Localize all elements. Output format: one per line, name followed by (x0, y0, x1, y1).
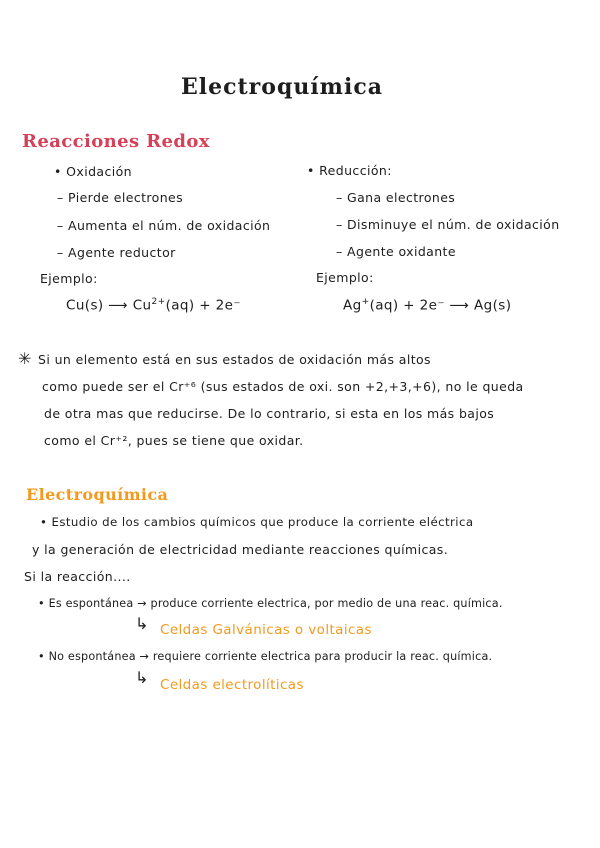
oxidation-example-label: Ejemplo: (40, 271, 98, 286)
oxidation-item: – Pierde electrones (57, 190, 184, 205)
redox-heading: Reacciones Redox (22, 131, 210, 152)
note-line: como puede ser el Cr⁺⁶ (sus estados de oxi. son +2,+3,+6), no le queda (42, 379, 524, 394)
oxidation-item: – Aumenta el núm. de oxidación (57, 218, 271, 233)
reduction-label: • Reducción: (307, 163, 392, 178)
page-title: Electroquímica (181, 74, 383, 100)
return-arrow-icon: ↳ (135, 614, 149, 633)
reduction-item: – Agente oxidante (336, 244, 456, 259)
asterisk-icon: ✳ (18, 349, 32, 368)
note-line: como el Cr⁺², pues se tiene que oxidar. (44, 433, 304, 448)
if-label: Si la reacción.... (24, 569, 131, 584)
electro-heading: Electroquímica (26, 485, 169, 504)
oxidation-label: • Oxidación (54, 164, 132, 179)
return-arrow-icon: ↳ (135, 668, 149, 687)
note-line: Si un elemento está en sus estados de oxidación más altos (38, 352, 431, 367)
oxidation-example-equation: Cu(s) ⟶ $Cu^{2+}(aq) + 2e^-$ (66, 297, 241, 314)
note-line: de otra mas que reducirse. De lo contrario, si esta en los más bajos (44, 406, 495, 421)
reduction-item: – Gana electrones (336, 190, 456, 205)
reduction-example-equation: Ag+(aq) + 2e⁻ ⟶ Ag(s) (343, 297, 512, 314)
electro-definition: • Estudio de los cambios químicos que produce la corriente eléctrica (40, 515, 474, 529)
oxidation-item: – Agente reductor (57, 245, 176, 260)
non-spontaneous-item: • No espontánea → requiere corriente electrica para producir la reac. química. (38, 650, 493, 663)
spontaneous-item: • Es espontánea → produce corriente electrica, por medio de una reac. química. (38, 597, 503, 610)
reduction-example-label: Ejemplo: (316, 270, 374, 285)
electrolytic-cells: Celdas electrolíticas (160, 677, 304, 693)
reduction-item: – Disminuye el núm. de oxidación (336, 217, 560, 232)
galvanic-cells: Celdas Galvánicas o voltaicas (160, 622, 372, 638)
electro-definition: y la generación de electricidad mediante reacciones químicas. (32, 542, 449, 557)
